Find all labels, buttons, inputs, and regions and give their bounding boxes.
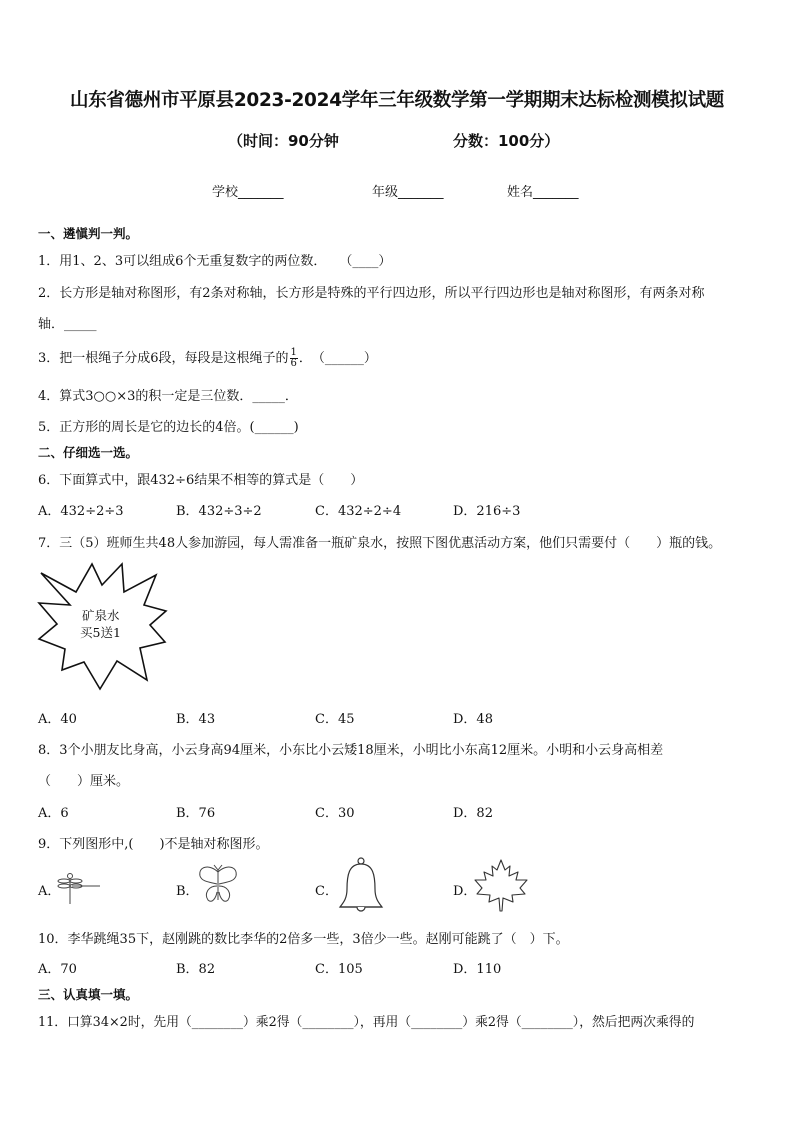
question-8-line2: （ ）厘米。 [38, 774, 130, 789]
q10-option-c: C．105 [315, 962, 363, 977]
page-title: 山东省德州市平原县2023-2024学年三年级数学第一学期期末达标检测模拟试题 [70, 90, 724, 111]
time-label: （时间：90分钟 [228, 132, 339, 150]
fraction-numerator: 1 [290, 347, 297, 358]
name-field: 姓名_______ [507, 185, 579, 200]
q8-option-a: A．6 [38, 806, 69, 821]
question-11: 11．口算34×2时，先用（________）乘2得（________），再用（________）乘2得（________），然后把两次乘得的 [38, 1015, 695, 1030]
section1-heading: 一、遴愼判一判。 [38, 226, 139, 241]
maple-leaf-icon [472, 858, 530, 912]
question-2-line2: 轴．_____ [38, 317, 97, 332]
question-5: 5．正方形的周长是它的边长的4倍。(______) [38, 420, 299, 435]
q6-option-a: A．432÷2÷3 [38, 504, 124, 519]
q7-option-a: A．40 [38, 712, 77, 727]
fraction-one-sixth [290, 348, 298, 369]
butterfly-icon [196, 864, 240, 906]
bell-icon [338, 857, 384, 915]
q6-option-c: C．432÷2÷4 [315, 504, 402, 519]
question-1: 1．用1、2、3可以组成6个无重复数字的两位数． （____） [38, 254, 392, 269]
question-3 [38, 347, 377, 369]
question-8-line1: 8．3个小朋友比身高，小云身高94厘米，小东比小云矮18厘米，小明比小东高12厘米。小明和小云身高相差 [38, 743, 664, 758]
question-9: 9．下列图形中,( )不是轴对称图形。 [38, 837, 269, 852]
question-2-line1: 2．长方形是轴对称图形，有2条对称轴，长方形是特殊的平行四边形，所以平行四边形也是轴对称图形，有两条对称 [38, 286, 705, 301]
question-3-text: 3．把一根绳子分成6段，每段是这根绳子的 [38, 351, 289, 366]
school-field: 学校_______ [212, 185, 284, 200]
q9-option-d: D． [453, 884, 477, 899]
q8-option-d: D．82 [453, 806, 493, 821]
q6-option-d: D．216÷3 [453, 504, 521, 519]
q9-option-b: B． [176, 884, 199, 899]
q10-option-a: A．70 [38, 962, 77, 977]
section2-heading: 二、仔细选一选。 [38, 445, 139, 460]
question-7: 7．三（5）班师生共48人参加游园，每人需准备一瓶矿泉水，按照下图优惠活动方案，他们只需要付（ ）瓶的钱。 [38, 536, 722, 551]
q7-option-b: B．43 [176, 712, 216, 727]
question-6: 6．下面算式中，跟432÷6结果不相等的算式是（ ） [38, 473, 364, 488]
fraction-denominator: 6 [290, 358, 297, 369]
section3-heading: 三、认真填一填。 [38, 987, 139, 1002]
q10-option-d: D．110 [453, 962, 502, 977]
q9-option-c: C． [315, 884, 338, 899]
q8-option-b: B．76 [176, 806, 216, 821]
promo-line-2: 买5送1 [80, 625, 121, 640]
q9-option-a: A． [38, 884, 61, 899]
dragonfly-icon [56, 866, 102, 906]
question-3-blank: ． （______） [298, 351, 377, 366]
promo-line-1: 矿泉水 [82, 608, 120, 623]
question-10: 10．李华跳绳35下，赵刚跳的数比李华的2倍多一些，3倍少一些。赵刚可能跳了（ ）下。 [38, 932, 569, 947]
score-label: 分数：100分） [453, 132, 560, 150]
q8-option-c: C．30 [315, 806, 355, 821]
q10-option-b: B．82 [176, 962, 216, 977]
q6-option-b: B．432÷3÷2 [176, 504, 262, 519]
q7-option-d: D．48 [453, 712, 493, 727]
q7-option-c: C．45 [315, 712, 355, 727]
question-4: 4．算式3○○×3的积一定是三位数．_____． [38, 389, 298, 404]
grade-field: 年级_______ [372, 185, 444, 200]
